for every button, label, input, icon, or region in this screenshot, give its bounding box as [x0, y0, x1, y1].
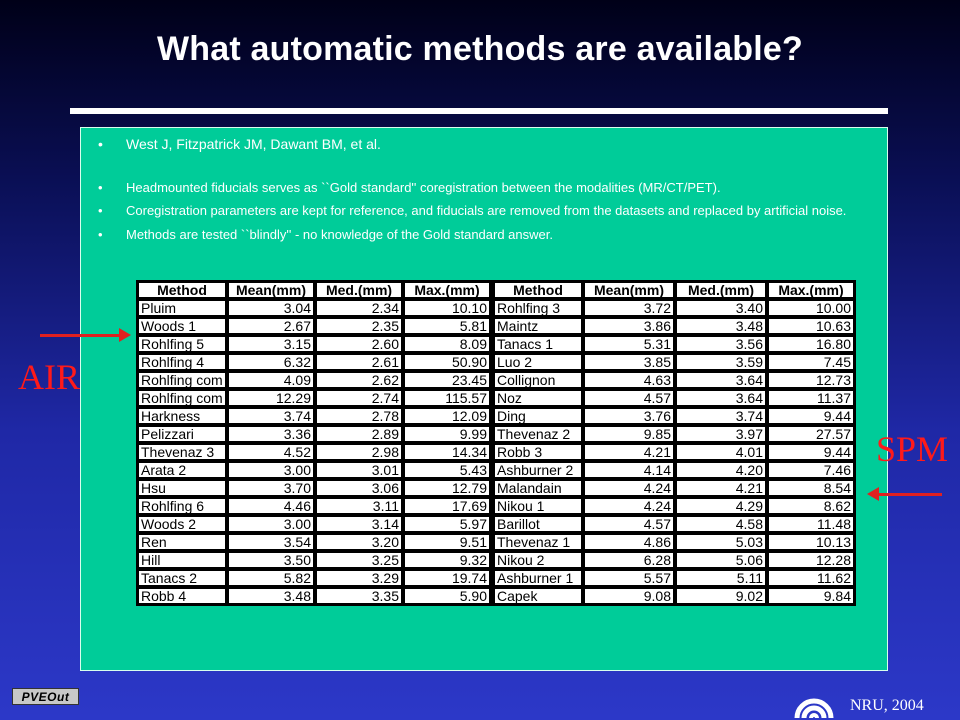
- results-table: [136, 280, 856, 606]
- value-cell: 4.09: [227, 371, 315, 389]
- title-divider: [70, 108, 888, 114]
- column-header-median: Med.(mm): [675, 281, 767, 299]
- value-cell: 9.08: [583, 587, 675, 605]
- value-cell: 4.63: [583, 371, 675, 389]
- value-cell: 3.00: [227, 461, 315, 479]
- value-cell: 3.15: [227, 335, 315, 353]
- column-header-max: Max.(mm): [767, 281, 855, 299]
- bullet-dot-icon: •: [98, 227, 103, 242]
- table-row: [137, 407, 855, 425]
- value-cell: 5.90: [403, 587, 491, 605]
- pveout-logo: PVEOut: [12, 688, 79, 705]
- method-cell: Hill: [137, 551, 227, 569]
- value-cell: 3.59: [675, 353, 767, 371]
- value-cell: 2.98: [315, 443, 403, 461]
- value-cell: 3.36: [227, 425, 315, 443]
- value-cell: 3.64: [675, 371, 767, 389]
- value-cell: 8.62: [767, 497, 855, 515]
- value-cell: 2.78: [315, 407, 403, 425]
- value-cell: 50.90: [403, 353, 491, 371]
- value-cell: 3.54: [227, 533, 315, 551]
- spm-label: SPM: [876, 429, 949, 469]
- value-cell: 12.79: [403, 479, 491, 497]
- table-row: [137, 317, 855, 335]
- value-cell: 27.57: [767, 425, 855, 443]
- bullet-item: [89, 179, 869, 196]
- value-cell: 2.35: [315, 317, 403, 335]
- table-row: [137, 461, 855, 479]
- method-cell: Nikou 2: [493, 551, 583, 569]
- method-cell: Barillot: [493, 515, 583, 533]
- value-cell: 3.76: [583, 407, 675, 425]
- value-cell: 6.32: [227, 353, 315, 371]
- method-cell: Thevenaz 3: [137, 443, 227, 461]
- method-cell: Maintz: [493, 317, 583, 335]
- method-cell: Arata 2: [137, 461, 227, 479]
- value-cell: 2.60: [315, 335, 403, 353]
- value-cell: 11.37: [767, 389, 855, 407]
- value-cell: 3.64: [675, 389, 767, 407]
- value-cell: 3.56: [675, 335, 767, 353]
- table-row: [137, 533, 855, 551]
- value-cell: 4.24: [583, 479, 675, 497]
- value-cell: 9.02: [675, 587, 767, 605]
- value-cell: 2.61: [315, 353, 403, 371]
- value-cell: 7.46: [767, 461, 855, 479]
- value-cell: 9.51: [403, 533, 491, 551]
- method-cell: Thevenaz 1: [493, 533, 583, 551]
- value-cell: 11.62: [767, 569, 855, 587]
- method-cell: Rohlfing 4: [137, 353, 227, 371]
- value-cell: 11.48: [767, 515, 855, 533]
- value-cell: 3.40: [675, 299, 767, 317]
- table-row: [137, 443, 855, 461]
- table-row: [137, 479, 855, 497]
- method-cell: Harkness: [137, 407, 227, 425]
- value-cell: 9.32: [403, 551, 491, 569]
- table-body: [137, 299, 855, 605]
- column-header-method: Method: [137, 281, 227, 299]
- value-cell: 5.11: [675, 569, 767, 587]
- value-cell: 2.74: [315, 389, 403, 407]
- value-cell: 10.63: [767, 317, 855, 335]
- value-cell: 10.10: [403, 299, 491, 317]
- value-cell: 3.74: [227, 407, 315, 425]
- value-cell: 3.48: [675, 317, 767, 335]
- air-label: AIR: [18, 357, 80, 397]
- content-box: [80, 127, 888, 671]
- method-cell: Pluim: [137, 299, 227, 317]
- method-cell: Ashburner 2: [493, 461, 583, 479]
- method-cell: Tanacs 2: [137, 569, 227, 587]
- value-cell: 9.44: [767, 443, 855, 461]
- value-cell: 14.34: [403, 443, 491, 461]
- bullet-item: [89, 136, 869, 153]
- slide-title: What automatic methods are available?: [156, 30, 803, 68]
- value-cell: 2.67: [227, 317, 315, 335]
- value-cell: 16.80: [767, 335, 855, 353]
- column-header-max: Max.(mm): [403, 281, 491, 299]
- value-cell: 3.86: [583, 317, 675, 335]
- value-cell: 4.21: [675, 479, 767, 497]
- method-cell: Ashburner 1: [493, 569, 583, 587]
- value-cell: 4.58: [675, 515, 767, 533]
- value-cell: 12.09: [403, 407, 491, 425]
- value-cell: 5.82: [227, 569, 315, 587]
- bullet-dot-icon: •: [98, 203, 103, 218]
- value-cell: 4.29: [675, 497, 767, 515]
- table-row: [137, 371, 855, 389]
- method-cell: Noz: [493, 389, 583, 407]
- column-header-mean: Mean(mm): [583, 281, 675, 299]
- method-cell: Hsu: [137, 479, 227, 497]
- table-row: [137, 569, 855, 587]
- method-cell: Ren: [137, 533, 227, 551]
- value-cell: 19.74: [403, 569, 491, 587]
- method-cell: Woods 2: [137, 515, 227, 533]
- value-cell: 115.57: [403, 389, 491, 407]
- value-cell: 8.09: [403, 335, 491, 353]
- value-cell: 3.14: [315, 515, 403, 533]
- table-row: [137, 515, 855, 533]
- value-cell: 5.81: [403, 317, 491, 335]
- air-arrow-icon: [40, 334, 120, 337]
- value-cell: 3.74: [675, 407, 767, 425]
- value-cell: 5.97: [403, 515, 491, 533]
- bullet-list: [89, 136, 869, 243]
- value-cell: 3.85: [583, 353, 675, 371]
- value-cell: 3.29: [315, 569, 403, 587]
- column-header-mean: Mean(mm): [227, 281, 315, 299]
- method-cell: Woods 1: [137, 317, 227, 335]
- bullet-text: Methods are tested ``blindly'' - no knowledge of the Gold standard answer.: [126, 227, 553, 242]
- value-cell: 3.35: [315, 587, 403, 605]
- bullet-dot-icon: •: [98, 180, 103, 195]
- value-cell: 3.97: [675, 425, 767, 443]
- column-header-method: Method: [493, 281, 583, 299]
- value-cell: 3.04: [227, 299, 315, 317]
- method-cell: Capek: [493, 587, 583, 605]
- table-header-row: [137, 281, 855, 299]
- footer-credit: NRU, 2004: [850, 697, 924, 714]
- table-row: [137, 587, 855, 605]
- value-cell: 7.45: [767, 353, 855, 371]
- nru-logo-icon: [791, 682, 837, 720]
- value-cell: 10.00: [767, 299, 855, 317]
- bullet-item: [89, 202, 869, 219]
- bullet-text: Headmounted fiducials serves as ``Gold standard'' coregistration between the modalities (MR/CT/PET).: [126, 180, 721, 195]
- value-cell: 10.13: [767, 533, 855, 551]
- value-cell: 4.20: [675, 461, 767, 479]
- value-cell: 3.06: [315, 479, 403, 497]
- table-row: [137, 497, 855, 515]
- value-cell: 2.89: [315, 425, 403, 443]
- value-cell: 3.72: [583, 299, 675, 317]
- value-cell: 4.21: [583, 443, 675, 461]
- value-cell: 4.57: [583, 515, 675, 533]
- method-cell: Rohlfing com: [137, 389, 227, 407]
- value-cell: 9.99: [403, 425, 491, 443]
- value-cell: 8.54: [767, 479, 855, 497]
- method-cell: Nikou 1: [493, 497, 583, 515]
- column-header-median: Med.(mm): [315, 281, 403, 299]
- value-cell: 12.28: [767, 551, 855, 569]
- value-cell: 9.44: [767, 407, 855, 425]
- spm-arrow-icon: [878, 493, 942, 496]
- value-cell: 4.46: [227, 497, 315, 515]
- method-cell: Ding: [493, 407, 583, 425]
- value-cell: 2.62: [315, 371, 403, 389]
- method-cell: Tanacs 1: [493, 335, 583, 353]
- value-cell: 4.52: [227, 443, 315, 461]
- method-cell: Thevenaz 2: [493, 425, 583, 443]
- value-cell: 9.84: [767, 587, 855, 605]
- value-cell: 3.48: [227, 587, 315, 605]
- table-row: [137, 389, 855, 407]
- method-cell: Collignon: [493, 371, 583, 389]
- value-cell: 3.25: [315, 551, 403, 569]
- value-cell: 5.31: [583, 335, 675, 353]
- bullet-text: Coregistration parameters are kept for reference, and fiducials are removed from the datasets and replaced by artificial noise.: [126, 203, 847, 218]
- value-cell: 2.34: [315, 299, 403, 317]
- method-cell: Luo 2: [493, 353, 583, 371]
- method-cell: Rohlfing 3: [493, 299, 583, 317]
- value-cell: 3.11: [315, 497, 403, 515]
- method-cell: Robb 3: [493, 443, 583, 461]
- value-cell: 9.85: [583, 425, 675, 443]
- table-row: [137, 335, 855, 353]
- value-cell: 6.28: [583, 551, 675, 569]
- bullet-dot-icon: •: [98, 136, 103, 152]
- value-cell: 12.29: [227, 389, 315, 407]
- value-cell: 5.03: [675, 533, 767, 551]
- bullet-text: West J, Fitzpatrick JM, Dawant BM, et al.: [126, 136, 381, 152]
- value-cell: 3.00: [227, 515, 315, 533]
- value-cell: 4.14: [583, 461, 675, 479]
- value-cell: 4.86: [583, 533, 675, 551]
- value-cell: 4.57: [583, 389, 675, 407]
- method-cell: Rohlfing 6: [137, 497, 227, 515]
- table-row: [137, 299, 855, 317]
- value-cell: 5.43: [403, 461, 491, 479]
- value-cell: 17.69: [403, 497, 491, 515]
- value-cell: 4.01: [675, 443, 767, 461]
- table-row: [137, 353, 855, 371]
- value-cell: 3.20: [315, 533, 403, 551]
- value-cell: 3.01: [315, 461, 403, 479]
- bullet-item: [89, 226, 869, 243]
- value-cell: 3.70: [227, 479, 315, 497]
- value-cell: 12.73: [767, 371, 855, 389]
- table-row: [137, 425, 855, 443]
- value-cell: 23.45: [403, 371, 491, 389]
- value-cell: 5.57: [583, 569, 675, 587]
- method-cell: Robb 4: [137, 587, 227, 605]
- value-cell: 4.24: [583, 497, 675, 515]
- table-row: [137, 551, 855, 569]
- method-cell: Rohlfing 5: [137, 335, 227, 353]
- value-cell: 3.50: [227, 551, 315, 569]
- value-cell: 5.06: [675, 551, 767, 569]
- method-cell: Pelizzari: [137, 425, 227, 443]
- method-cell: Rohlfing com: [137, 371, 227, 389]
- method-cell: Malandain: [493, 479, 583, 497]
